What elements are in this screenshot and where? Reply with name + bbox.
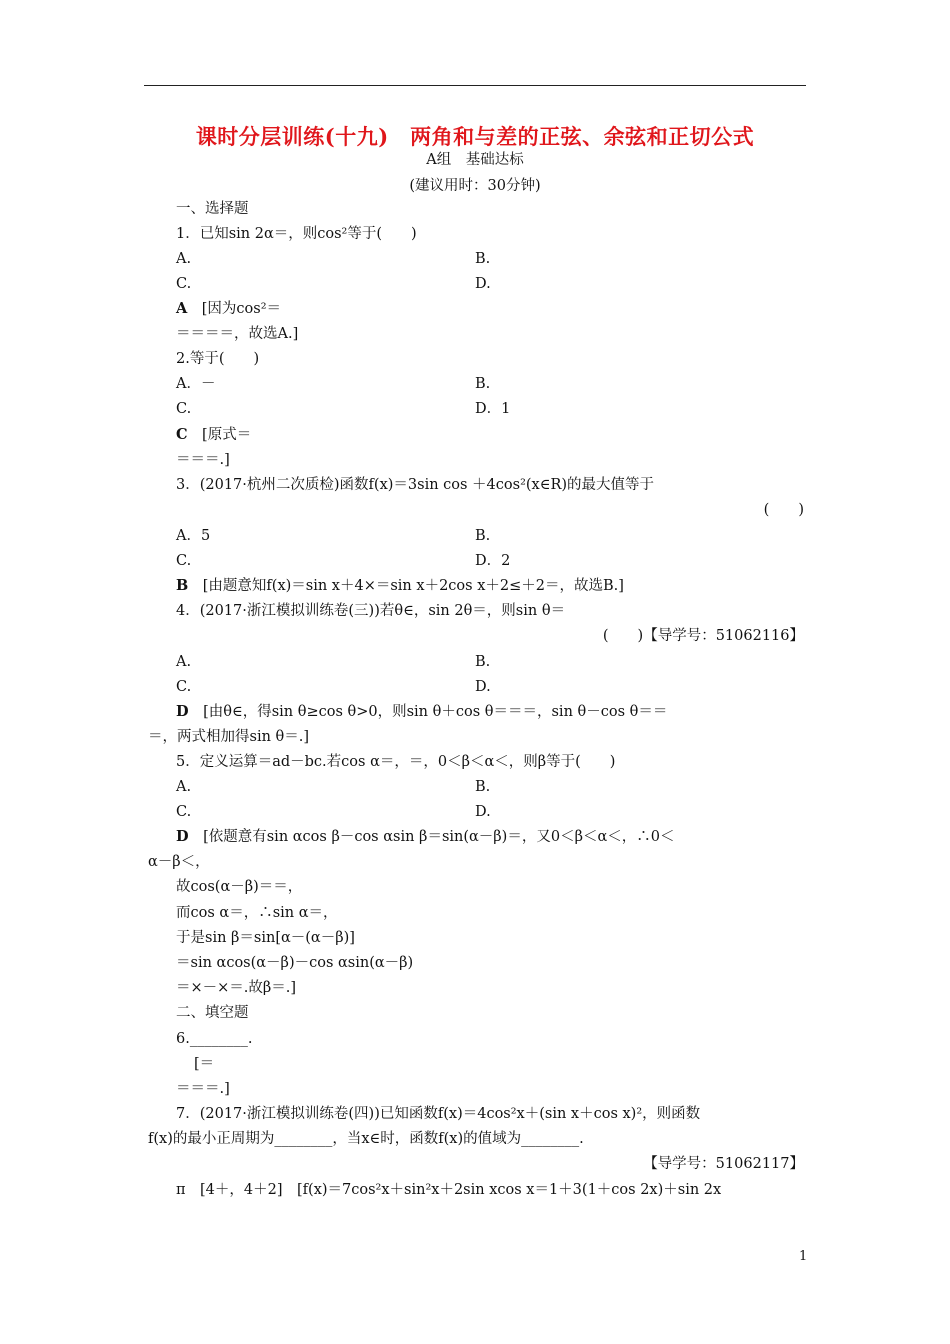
q4-option-d: D. <box>475 679 491 695</box>
q3-option-d: D．2 <box>475 553 511 569</box>
q4-solution <box>176 703 667 721</box>
q3-solution-text: [由题意知f(x)＝sin x＋4×＝sin x＋2cos x＋2≤＋2＝，故选B.] <box>202 578 624 594</box>
q4-solution-cont: ＝，两式相加得sin θ＝.] <box>148 729 310 745</box>
q4-answer: D <box>176 703 189 720</box>
q6-stem: 6.________. <box>176 1031 253 1047</box>
q2-solution-cont: ＝＝＝.] <box>176 452 230 468</box>
q5-option-c: C. <box>176 804 192 820</box>
q7-reference: 【导学号：51062117】 <box>643 1156 804 1172</box>
q5-solution-line6: ＝sin αcos(α－β)－cos αsin(α－β) <box>176 955 414 971</box>
q3-option-c: C. <box>176 553 192 569</box>
q5-answer: D <box>176 828 189 845</box>
q1-option-d: D. <box>475 276 491 292</box>
header-rule <box>144 85 806 86</box>
page-title: 课时分层训练(十九) 两角和与差的正弦、余弦和正切公式 <box>195 124 755 149</box>
q5-stem: 5．定义运算＝ad－bc.若cos α＝，＝，0＜β＜α＜，则β等于( ) <box>176 754 616 770</box>
q4-option-a: A. <box>176 654 192 670</box>
q5-option-b: B. <box>475 779 491 795</box>
q1-option-b: B. <box>475 251 491 267</box>
q2-stem: 2.等于( ) <box>176 351 260 367</box>
q5-solution-line5: 于是sin β＝sin[α－(α－β)] <box>176 930 355 946</box>
q3-option-b: B. <box>475 528 491 544</box>
q4-option-c: C. <box>176 679 192 695</box>
q7-solution: π [4＋，4＋2] [f(x)＝7cos²x＋sin²x＋2sin xcos x＝1＋3(1＋cos 2x)＋sin 2x <box>176 1182 722 1198</box>
q1-solution-cont: ＝＝＝＝，故选A.] <box>176 326 299 342</box>
q1-solution-text: [因为cos²＝ <box>201 301 282 317</box>
q1-stem: 1．已知sin 2α＝，则cos²等于( ) <box>176 226 417 242</box>
q6-solution: [＝ <box>194 1056 215 1072</box>
q7-stem-cont: f(x)的最小正周期为________，当x∈时，函数f(x)的值域为________. <box>148 1131 584 1147</box>
q1-answer: A <box>176 300 188 317</box>
page-number: 1 <box>799 1249 808 1264</box>
q2-option-b: B. <box>475 376 491 392</box>
q7-stem: 7．(2017·浙江模拟训练卷(四))已知函数f(x)＝4cos²x＋(sin x＋cos x)²，则函数 <box>176 1106 701 1122</box>
q5-solution-line3: 故cos(α－β)＝＝， <box>176 879 303 895</box>
q4-option-b: B. <box>475 654 491 670</box>
section-fill-heading: 二、填空题 <box>176 1005 249 1021</box>
q3-answer-paren: ( ) <box>763 502 804 518</box>
q5-solution <box>176 828 674 846</box>
q5-solution-line4: 而cos α＝，∴sin α＝， <box>176 905 338 921</box>
section-choice-heading: 一、选择题 <box>176 201 249 217</box>
q3-option-a: A．5 <box>176 528 211 544</box>
q5-option-d: D. <box>475 804 491 820</box>
q2-answer: C <box>176 426 188 443</box>
q4-answer-paren: ( )【导学号：51062116】 <box>602 628 804 644</box>
q3-answer: B <box>176 577 189 594</box>
time-hint: (建议用时：30分钟) <box>409 178 541 194</box>
q2-option-c: C. <box>176 401 192 417</box>
q5-solution-line7: ＝×－×＝.故β＝.] <box>176 980 297 996</box>
q2-option-d: D．1 <box>475 401 511 417</box>
q1-option-c: C. <box>176 276 192 292</box>
q1-option-a: A. <box>176 251 192 267</box>
q5-option-a: A. <box>176 779 192 795</box>
q3-solution <box>176 577 624 595</box>
q6-solution-cont: ＝＝＝.] <box>176 1081 230 1097</box>
q2-option-a: A．－ <box>176 376 216 392</box>
q5-solution-line2: α－β＜， <box>148 854 210 870</box>
q2-solution <box>176 426 251 444</box>
q5-solution-text: [依题意有sin αcos β－cos αsin β＝sin(α－β)＝，又0＜β＜α＜，∴0＜ <box>203 829 675 845</box>
q4-stem: 4．(2017·浙江模拟训练卷(三))若θ∈，sin 2θ＝，则sin θ＝ <box>176 603 566 619</box>
q2-solution-text: [原式＝ <box>202 427 252 443</box>
q1-solution <box>176 300 281 318</box>
q4-solution-text: [由θ∈，得sin θ≥cos θ>0，则sin θ＋cos θ＝＝＝，sin θ－cos θ＝＝ <box>203 704 668 720</box>
q3-stem: 3．(2017·杭州二次质检)函数f(x)＝3sin cos ＋4cos²(x∈R)的最大值等于 <box>176 477 655 493</box>
group-label: A组 基础达标 <box>426 152 524 168</box>
